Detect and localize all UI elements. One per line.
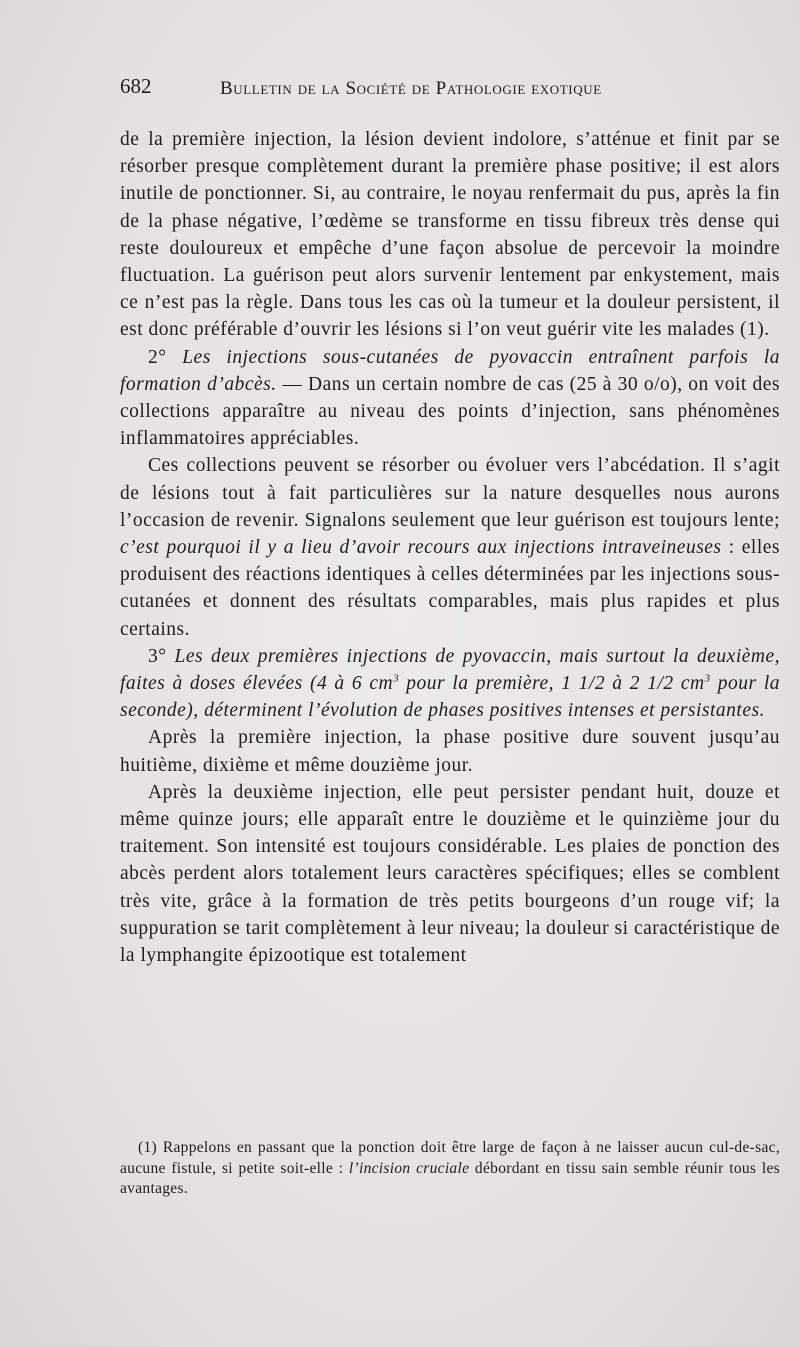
paragraph-2-italic: Les injections sous-cutanées de pyovaccin entraînent parfois la formation d’abcès. [120, 346, 780, 395]
paragraph-2: 2° Les injections sous-cutanées de pyovaccin entraînent parfois la formation d’abcès. — Dans un certain nombre de cas (25 à 30 o/o), on voit des collections apparaître au niveau des points d’injection, sans phénomènes inflammatoires appréciables. [120, 346, 780, 450]
footnote [120, 1138, 780, 1200]
paragraph-3-italic: c’est pourquoi il y a lieu d’avoir recours aux injections intraveineuses [120, 537, 722, 559]
body-text [120, 126, 780, 969]
footnote-1: (1) Rappelons en passant que la ponction doit être large de façon à ne laisser aucun cul-de-sac, aucune fistule, si petite soit-elle : l’incision cruciale débordant en tissu sain semble réunir tous les avantages. [120, 1139, 780, 1197]
paragraph-4: 3° Les deux premières injections de pyovaccin, mais surtout la deuxième, faites à doses élevées (4 à 6 $cm^3$ pour la première, 1 1/2 à 2 1/2 $cm^3$ pour la seconde), déterminent l’évolution de phases positives intenses et persistantes. [120, 645, 781, 722]
paragraph-6: Après la deuxième injection, elle peut persister pendant huit, douze et même quinze jours; elle apparaît entre le douzième et le quinzième jour du traitement. Son intensité est toujours considérable. Les plaies de ponction des abcès perdent alors totalement leurs caractères spécifiques; elles se comblent très vite, grâce à la formation de très petits bourgeons d’un rouge vif; la suppuration se tarit complètement à leur niveau; la douleur si caractéristique de la lymphangite épizootique est totalement [120, 781, 780, 967]
footnote-italic: l’incision cruciale [348, 1159, 470, 1177]
paragraph-4-paren: (4 à 6 $cm^3$ pour la première, 1 1/2 à 2 1/2 $cm^3$ pour la seconde), [120, 672, 780, 722]
paragraph-1: de la première injection, la lésion devient indolore, s’atténue et finit par se résorber presque complètement durant la première phase positive; il est alors inutile de ponctionner. Si, au contraire, le noyau renfermait du pus, après la fin de la phase négative, l’œdème se transforme en tissu fibreux très dense qui reste douloureux et empêche d’une façon absolue de percevoir la moindre fluctuation. La guérison peut alors survenir lentement par enkystement, mais ce n’est pas la règle. Dans tous les cas où la tumeur et la douleur persistent, il est donc préférable d’ouvrir les lésions si l’on veut guérir vite les malades (1). [120, 129, 780, 341]
paragraph-3: Ces collections peuvent se résorber ou évoluer vers l’abcédation. Il s’agit de lésions tout à fait particulières sur la nature desquelles nous aurons l’occasion de revenir. Signalons seulement que leur guérison est toujours lente; c’est pourquoi il y a lieu d’avoir recours aux injections intraveineuses : elles produisent des réactions identiques à celles déterminées par les injections sous-cutanées et donnent des résultats comparables, mais plus rapides et plus certains. [120, 455, 781, 640]
running-title: Bulletin de la Société de Pathologie exotique [220, 78, 602, 99]
page-header [120, 74, 780, 104]
paragraph-5: Après la première injection, la phase positive dure souvent jusqu’au huitième, dixième et même douzième jour. [120, 727, 780, 776]
paragraph-4-italic-a: Les deux premières injections de pyovaccin, mais surtout la deuxième, faites à doses élevées [120, 645, 781, 695]
page-number: 682 [120, 74, 152, 98]
paragraph-4-italic-b: déterminent l’évolution de phases positives intenses et persistantes. [204, 700, 765, 722]
